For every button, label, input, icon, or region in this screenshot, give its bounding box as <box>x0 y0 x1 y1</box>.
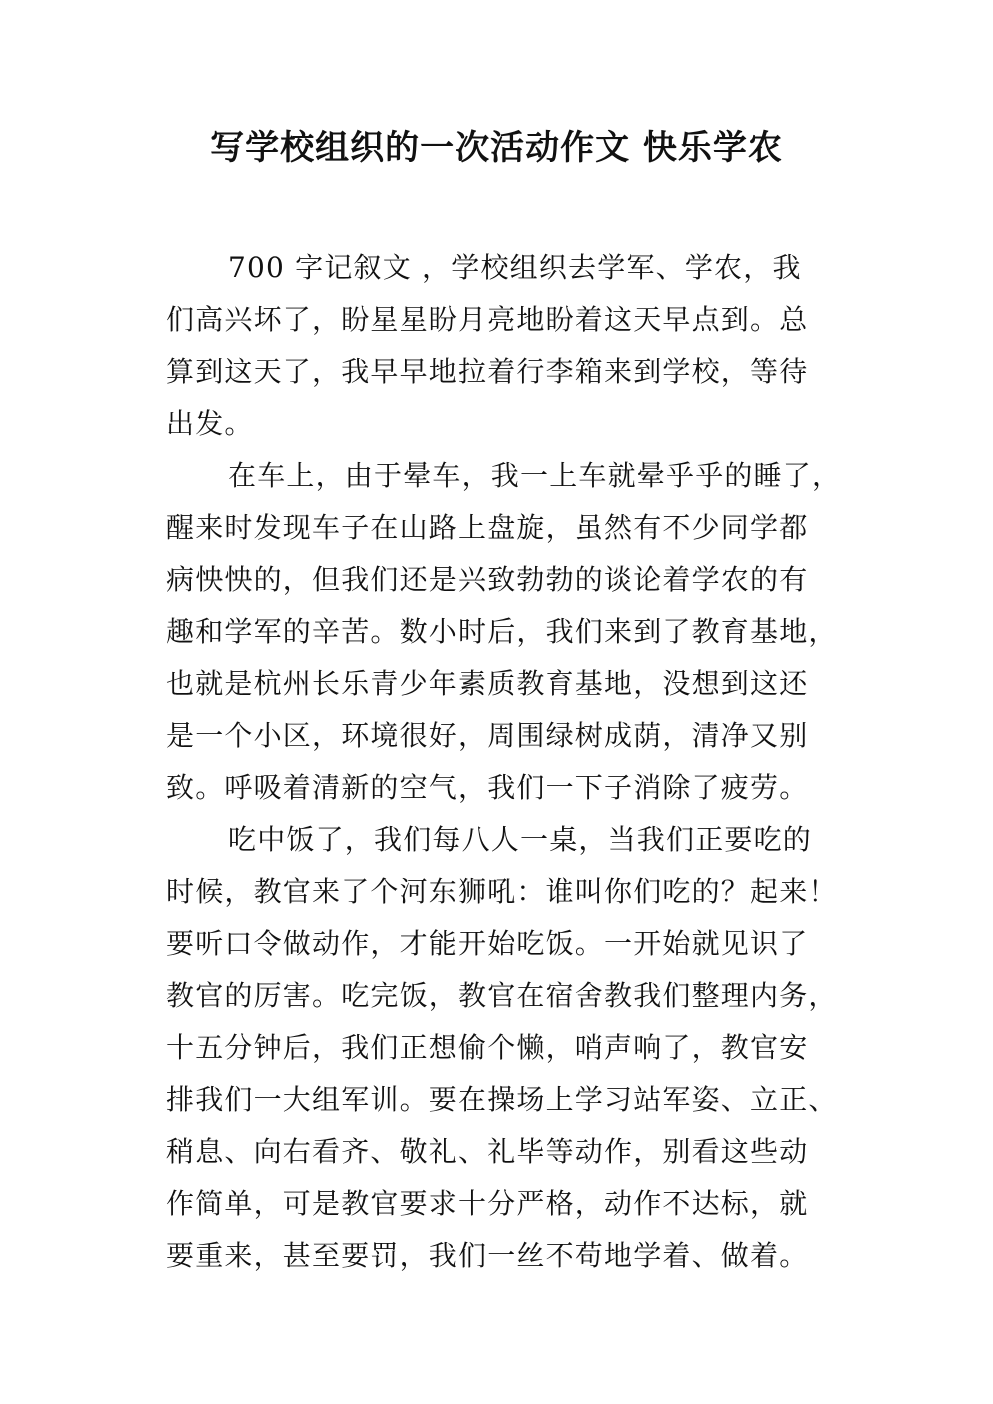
document-title: 写学校组织的一次活动作文 快乐学农 <box>210 128 783 168</box>
text-line: 700 字记叙文 ，学校组织去学军、学农，我 <box>228 251 802 284</box>
paragraph <box>166 450 842 814</box>
paragraph <box>166 814 836 1282</box>
text-line: 出发。 <box>166 407 254 440</box>
text-line: 时候，教官来了个河东狮吼：谁叫你们吃的？起来！ <box>166 875 838 908</box>
paragraph <box>166 242 836 450</box>
text-line: 稍息、向右看齐、敬礼、礼毕等动作，别看这些动 <box>166 1135 809 1168</box>
text-line: 是一个小区，环境很好，周围绿树成荫，清净又别 <box>166 719 809 752</box>
text-line: 致。呼吸着清新的空气，我们一下子消除了疲劳。 <box>166 771 809 804</box>
text-line: 趣和学军的辛苦。数小时后，我们来到了教育基地， <box>166 615 838 648</box>
text-line: 作简单，可是教官要求十分严格，动作不达标，就 <box>166 1187 809 1220</box>
text-line: 病怏怏的，但我们还是兴致勃勃的谈论着学农的有 <box>166 563 809 596</box>
text-line: 算到这天了，我早早地拉着行李箱来到学校，等待 <box>166 355 809 388</box>
text-line: 们高兴坏了，盼星星盼月亮地盼着这天早点到。总 <box>166 303 809 336</box>
text-line: 要重来，甚至要罚，我们一丝不苟地学着、做着。 <box>166 1239 809 1272</box>
text-line: 排我们一大组军训。要在操场上学习站军姿、立正、 <box>166 1083 838 1116</box>
text-line: 在车上，由于晕车，我一上车就晕乎乎的睡了， <box>228 459 842 492</box>
text-line: 也就是杭州长乐青少年素质教育基地，没想到这还 <box>166 667 809 700</box>
text-line: 十五分钟后，我们正想偷个懒，哨声响了，教官安 <box>166 1031 809 1064</box>
text-line: 醒来时发现车子在山路上盘旋，虽然有不少同学都 <box>166 511 809 544</box>
document-body <box>166 242 842 1282</box>
text-line: 吃中饭了，我们每八人一桌，当我们正要吃的 <box>228 823 813 856</box>
text-line: 要听口令做动作，才能开始吃饭。一开始就见识了 <box>166 927 809 960</box>
text-line: 教官的厉害。吃完饭，教官在宿舍教我们整理内务， <box>166 979 838 1012</box>
